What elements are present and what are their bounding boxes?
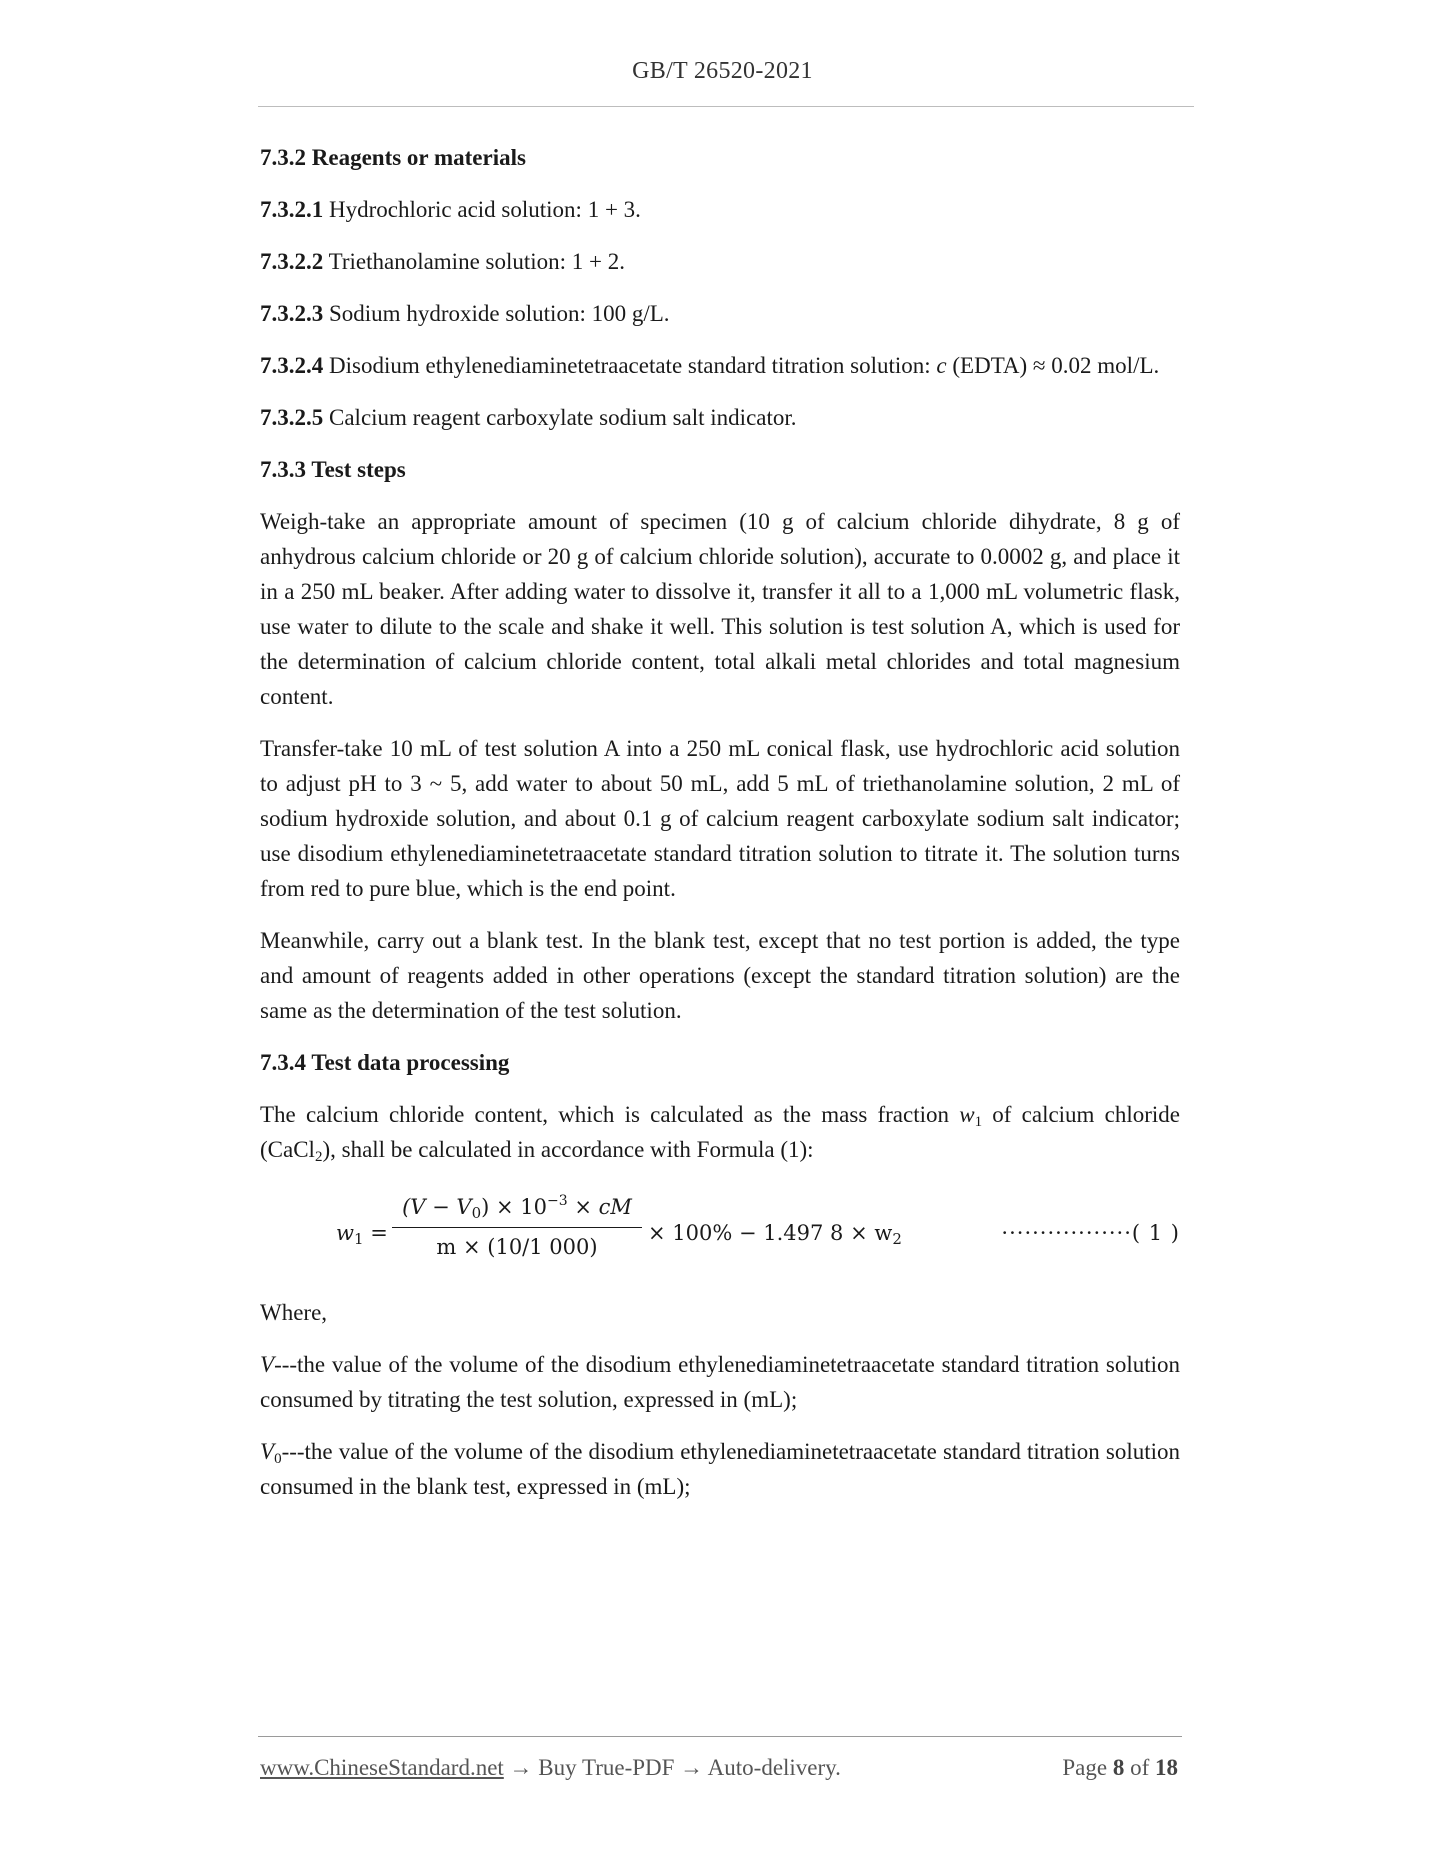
clause-text: Disodium ethylenediaminetetraacetate standard titration solution: [329,353,931,378]
definition-subscript: 0 [274,1451,282,1467]
footer-left [260,1755,841,1781]
formula-rest-text: × 100% − 1.497 8 × w [648,1221,893,1245]
formula-lhs-symbol: w [336,1221,354,1245]
concentration-symbol: c [936,353,947,378]
header-divider [258,106,1194,107]
mass-fraction-subscript: 1 [974,1114,983,1130]
clause-7-3-2-2 [260,244,1180,279]
page-total: 18 [1155,1755,1178,1780]
paragraph-blank-test: Meanwhile, carry out a blank test. In the blank test, except that no test portion is added, the type and amount of reagents added in other operations (except the standard titration solution) are the same as the determination of the test solution. [260,928,1180,1023]
clause-7-3-2-3 [260,296,1180,331]
definition-V [260,1347,1180,1417]
numerator-part: (V − V [402,1195,472,1219]
fraction-bar [392,1227,642,1228]
clause-text: Sodium hydroxide solution: 100 g/L. [329,301,670,326]
formula-equals: = [370,1221,388,1245]
of-word: of [1130,1755,1150,1780]
paragraph-formula-intro [260,1097,1180,1167]
where-label: Where, [260,1300,328,1325]
formula-rest-subscript: 2 [892,1230,902,1248]
page-number: 8 [1112,1755,1125,1780]
formula-1 [260,1189,1180,1279]
formula-numerator [392,1189,642,1225]
clause-number: 7.3.2.2 [260,249,324,274]
formula-lhs [336,1216,388,1251]
clause-number: 7.3.2.3 [260,301,324,326]
intro-text: ), shall be calculated in accordance with Formula (1): [322,1137,814,1162]
paragraph-specimen-prep: Weigh-take an appropriate amount of specimen (10 g of calcium chloride dihydrate, 8 g of anhydrous calcium chloride or 20 g of calcium chloride solution), accurate to 0.0002 g, and place it in a 250 mL beaker. After adding water to dissolve it, transfer it all to a 1,000 mL volumetric flask, use water to dilute to the scale and shake it well. This solution is test solution A, which is used for the determination of calcium chloride content, total alkali metal chlorides and total magnesium content. [260,509,1180,709]
formula-denominator: m × (10/1 000) [436,1235,598,1259]
intro-text: The calcium chloride content, which is calculated as the mass fraction [260,1102,949,1127]
section-heading-7-3-3: 7.3.3 Test steps [260,457,406,482]
clause-text: Hydrochloric acid solution: 1 + 3. [329,197,641,222]
footer-tagline: → Buy True-PDF → Auto-delivery. [509,1755,841,1780]
clause-7-3-2-4 [260,348,1180,383]
site-link[interactable]: www.ChineseStandard.net [260,1755,504,1780]
mass-fraction-symbol: w [959,1102,975,1127]
numerator-exponent: −3 [547,1193,568,1209]
definition-text: ---the value of the volume of the disodium ethylenediaminetetraacetate standard titration solution consumed by titrating the test solution, expressed in (mL); [260,1352,1180,1412]
clause-number: 7.3.2.4 [260,353,324,378]
footer-divider [258,1736,1182,1737]
formula-subscript: 2 [314,1149,323,1165]
clause-number: 7.3.2.5 [260,405,324,430]
section-heading-7-3-2: 7.3.2 Reagents or materials [260,145,526,170]
formula-number-label: ·················( 1 ) [1001,1221,1180,1245]
numerator-part: × cM [574,1195,632,1219]
clause-7-3-2-1 [260,192,1180,227]
definition-text: ---the value of the volume of the disodium ethylenediaminetetraacetate standard titration solution consumed in the blank test, expressed in (mL); [260,1439,1180,1499]
clause-number: 7.3.2.1 [260,197,324,222]
intro-text: of calcium chloride (CaCl [260,1102,1181,1162]
definition-symbol: V [260,1352,275,1377]
clause-text-tail: (EDTA) ≈ 0.02 mol/L. [952,353,1160,378]
definition-V0 [260,1434,1180,1504]
page-header: GB/T 26520-2021 [632,58,813,84]
formula-lhs-subscript: 1 [353,1230,364,1248]
page-indicator [1062,1755,1178,1781]
definition-symbol: V [260,1439,275,1464]
clause-7-3-2-5 [260,400,1180,435]
clause-text: Calcium reagent carboxylate sodium salt indicator. [329,405,797,430]
formula-rest [648,1216,902,1251]
numerator-part: ) × 10 [481,1195,548,1219]
numerator-subscript: 0 [471,1204,482,1222]
page-content [260,140,1180,1504]
section-heading-7-3-4: 7.3.4 Test data processing [260,1050,510,1075]
page-word: Page [1062,1755,1108,1780]
clause-text: Triethanolamine solution: 1 + 2. [328,249,626,274]
paragraph-titration: Transfer-take 10 mL of test solution A into a 250 mL conical flask, use hydrochloric acid solution to adjust pH to 3 ~ 5, add water to about 50 mL, add 5 mL of triethanolamine solution, 2 mL of sodium hydroxide solution, and about 0.1 g of calcium reagent carboxylate sodium salt indicator; use disodium ethylenediaminetetraacetate standard titration solution to titrate it. The solution turns from red to pure blue, which is the end point. [260,736,1180,901]
formula-fraction [392,1189,642,1264]
